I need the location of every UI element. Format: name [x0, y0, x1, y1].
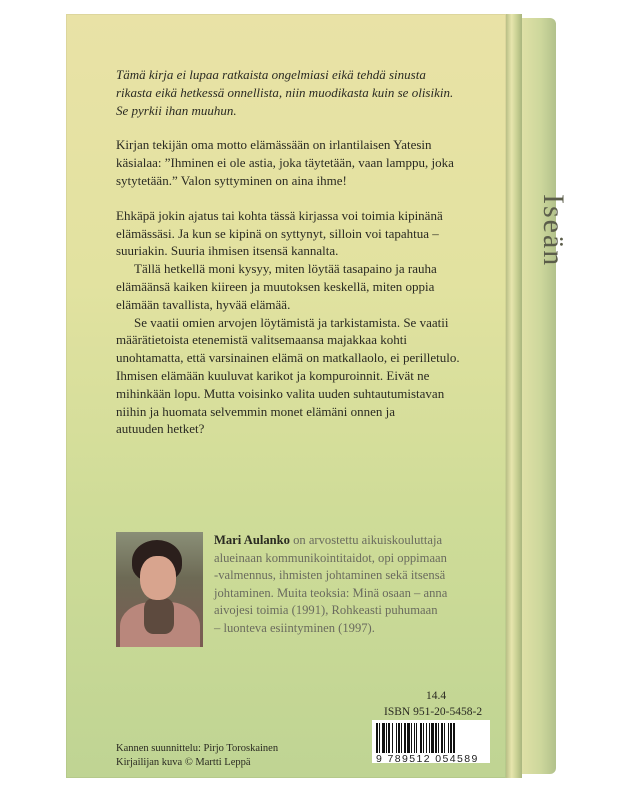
barcode: [372, 720, 490, 763]
book-spine: [522, 18, 556, 774]
credits: [116, 742, 278, 770]
author-bio-line: johtaminen. Muita teoksia: Minä osaan – anna: [214, 585, 448, 600]
barcode-bars: [376, 723, 486, 753]
paragraph-line: elämässäsi. Ja kun se kipinä on syttynyt, silloin voi tapahtua –: [116, 225, 439, 241]
paragraph-line: määrätietoista etenemistä valitsemaansa majakkaa kohti: [116, 332, 407, 348]
intro-line: Se pyrkii ihan muuhun.: [116, 102, 237, 118]
paragraph-line: käsialaa: ”Ihminen ei ole astia, joka täytetään, vaan lamppu, joka: [116, 155, 454, 171]
paragraph-line: elämään tavallista, hyvää elämää.: [116, 296, 291, 312]
paragraph-line: sytytetään.” Valon syttyminen on aina ihme!: [116, 172, 347, 188]
blurb: [116, 66, 496, 438]
author-name: Mari Aulanko: [214, 533, 290, 547]
author-bio-first-line: [214, 532, 496, 550]
author-bio-line: – luonteva esiintyminen (1997).: [214, 620, 375, 635]
paragraph-line: mihinkään lopu. Mutta voisinko valita uuden suhtautumistavan: [116, 385, 445, 401]
paragraph-line: elämäänsä kaiken kiireen ja muutoksen keskellä, miten oppia: [116, 278, 435, 294]
author-bio: [214, 532, 496, 638]
author-section: [116, 532, 496, 652]
author-photo: [116, 532, 203, 647]
author-bio-line: alueinaan kommunikointitaidot, opi oppimaan: [214, 550, 447, 565]
isbn: ISBN 951-20-5458-2: [384, 706, 483, 718]
credit-line: Kirjailijan kuva © Martti Leppä: [116, 757, 251, 768]
paragraph-line: Tällä hetkellä moni kysyy, miten löytää tasapaino ja rauha: [134, 261, 437, 277]
paragraph-line: suuriakin. Suuria ihmisen itsensä kannalta.: [116, 243, 339, 259]
author-bio-line: -valmennus, ihmisten johtaminen sekä itsensä: [214, 568, 446, 583]
cover-hinge: [506, 14, 522, 778]
barcode-number: 9 789512 054589: [376, 753, 479, 765]
paragraph-line: Ehkäpä jokin ajatus tai kohta tässä kirjassa voi toimia kipinänä: [116, 207, 443, 223]
credit-line: Kannen suunnittelu: Pirjo Toroskainen: [116, 743, 279, 754]
author-bio-text: on arvostettu aikuiskouluttaja: [289, 533, 443, 547]
paragraph-line: Se vaatii omien arvojen löytämistä ja tarkistamista. Se vaatii: [134, 314, 449, 330]
spine-title: Iseän: [537, 194, 570, 268]
author-bio-line: aivojesi toimia (1991), Rohkeasti puhumaan: [214, 603, 438, 618]
paragraph-line: Ihmisen elämään kuuluvat karikot ja kompuroinnit. Eivät ne: [116, 367, 430, 383]
paragraph-line: niihin ja huomata selvemmin monet elämäni onnen ja: [116, 403, 396, 419]
book-back-cover: [66, 14, 570, 778]
intro-line: rikasta eikä hetkessä onnellista, niin muodikasta kuin se olisikin.: [116, 84, 454, 100]
intro-line: Tämä kirja ei lupaa ratkaista ongelmiasi eikä tehdä sinusta: [116, 67, 426, 82]
price-code: 14.4: [426, 690, 447, 702]
paragraph-line: autuuden hetket?: [116, 421, 205, 437]
paragraph-line: Kirjan tekijän oma motto elämässään on irlantilaisen Yatesin: [116, 137, 432, 153]
paragraph-line: unohtamatta, että varsinainen elämä on matkallaolo, ei perilletulo.: [116, 350, 460, 366]
